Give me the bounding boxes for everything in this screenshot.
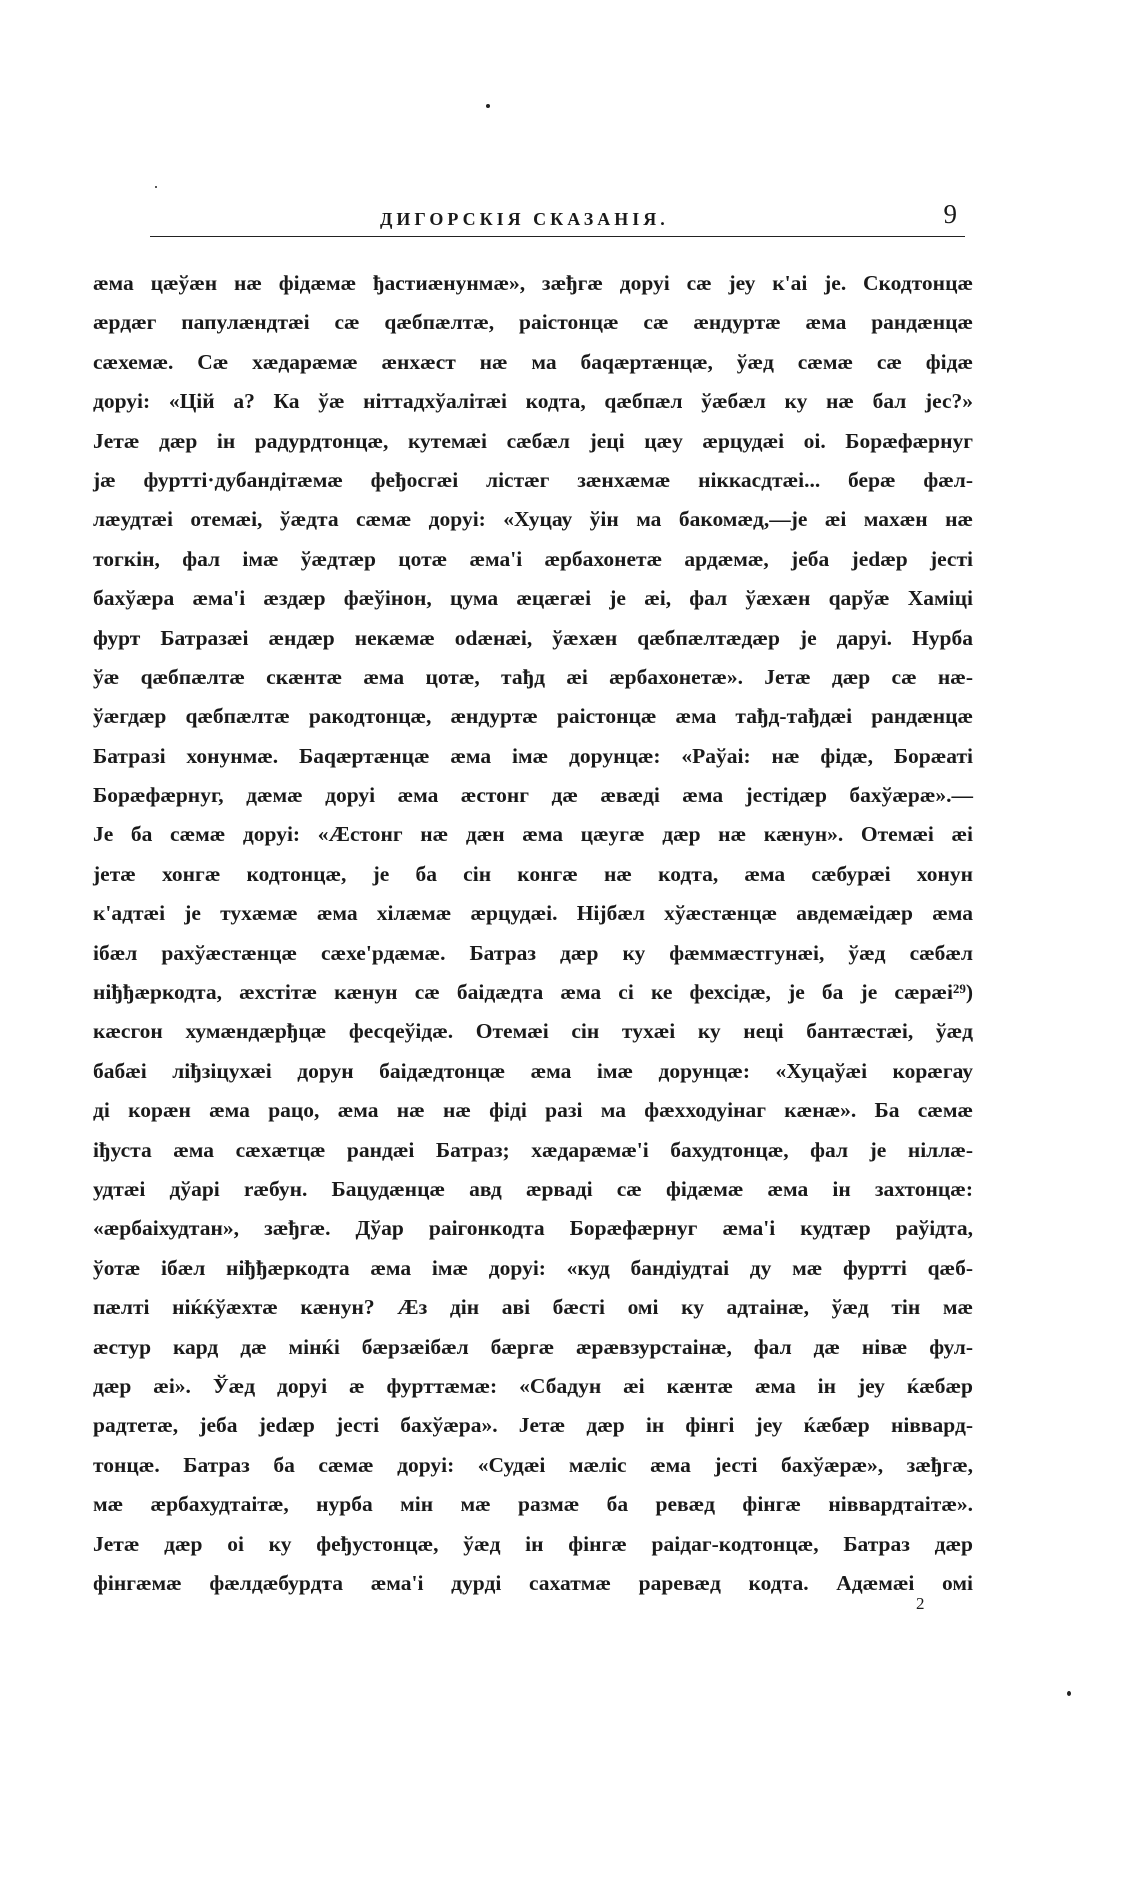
text-line: æстур кард дæ мінќі бæрзæібæл бæргæ æрæвзурстаінæ, фал дæ нівæ фул-: [93, 1334, 973, 1359]
text-line: Јетæ дæр ін радурдтонцæ, кутемæі сæбæл јеці цæу æрцудæі оі. Борæфæрнуг: [93, 428, 973, 453]
text-line: фінгæмæ фæлдæбурдта æма'і дурді сахатмæ раревæд кодта. Адæмæі омі: [93, 1570, 973, 1595]
text-line: «æрбаіхудтан», зæђгæ. Дўар раігонкодта Борæфæрнуг æма'і кудтæр раўідта,: [93, 1216, 973, 1241]
text-line: Борæфæрнуг, дæмæ доруі æма æстонг дæ æвæді æма јестідæр бахўæрæ».—: [93, 783, 973, 808]
text-line: фурт Батразæі æндæр некæмæ оdæнæі, ўæхæн qæбпæлтæдæр је даруі. Нурба: [93, 625, 973, 650]
header-rule: [150, 236, 965, 237]
text-line: ўæ qæбпæлтæ скæнтæ æма цотæ, тађд æі æрбахонетæ». Јетæ дæр сæ нæ-: [93, 664, 973, 689]
text-line: Је ба сæмæ доруі: «Æстонг нæ дæн æма цæугæ дæр нæ кæнун». Отемæі æі: [93, 822, 973, 847]
text-line: лæудтæі отемæі, ўæдта сæмæ доруі: «Хуцау ўін ма бакомæд,—је æі махæн нæ: [93, 507, 973, 532]
signature-mark: 2: [916, 1594, 925, 1613]
text-line: іђуста æма сæхæтцæ рандæі Батраз; хæдарæмæ'і бахудтонцæ, фал је ніллæ-: [93, 1137, 973, 1162]
text-line: Батразі хонунмæ. Баqæртæнцæ æма імæ дорунцæ: «Раўаі: нæ фідæ, Борæаті: [93, 743, 973, 768]
text-line: дæр æі». Ўæд доруі æ фурттæмæ: «Сбадун æі кæнтæ æма ін јеу ќæбæр: [93, 1373, 973, 1398]
text-line: тогкін, фал імæ ўæдтæр цотæ æма'і æрбахонетæ ардæмæ, јеба јеdæр јесті: [93, 546, 973, 571]
text-line: доруі: «Цій а? Ка ўæ ніттадхўалітæі кодта, qæбпæл ўæбæл ку нæ бал јес?»: [93, 389, 973, 414]
text-line: к'адтæі је тухæмæ æма хілæмæ æрцудæі. Ніјбæл хўæстæнцæ авдемæідæр æма: [93, 901, 973, 926]
body-text: [93, 264, 973, 1603]
running-head: [150, 199, 965, 235]
text-line: бабæі ліђзіцухæі дорун баідæдтонцæ æма імæ дорунцæ: «Хуцаўæі корæгау: [93, 1058, 973, 1083]
text-line: јетæ хонгæ кодтонцæ, је ба сін конгæ нæ кодта, æма сæбурæі хонун: [93, 861, 973, 886]
text-line: ніђђæркодта, æхстітæ кæнун сæ баідæдта æма сі ке фехсідæ, је ба је сæрæі²⁹): [93, 980, 973, 1005]
text-line: радтетæ, јеба јеdæр јесті бахўæра». Јетæ дæр ін фінгі јеу ќæбæр ніввард-: [93, 1413, 973, 1438]
print-speck: [1067, 1691, 1071, 1696]
running-title: ДИГОРСКІЯ СКАЗАНІЯ.: [380, 209, 669, 229]
text-line: тонцæ. Батраз ба сæмæ доруі: «Судæі мæліс æма јесті бахўæрæ», зæђгæ,: [93, 1452, 973, 1477]
text-line: æма цæўæн нæ фідæмæ ђастиæнунмæ», зæђгæ доруі сæ јеу к'аі је. Скодтонцæ: [93, 271, 973, 295]
text-line: ўæгдæр qæбпæлтæ ракодтонцæ, æндуртæ раістонцæ æма тађд-тађдæі рандæнцæ: [93, 704, 973, 729]
print-speck: [155, 186, 157, 188]
text-line: мæ æрбахудтаітæ, нурба мін мæ размæ ба ревæд фінгæ ніввардтаітæ».: [93, 1492, 973, 1517]
text-line: јæ фуртті·дубандітæмæ феђосгæі лістæг зæнхæмæ ніккасдтæі... берæ фæл-: [93, 467, 973, 492]
text-line: кæсгон хумæндæрђцæ фесqеўідæ. Отемæі сін тухæі ку неці бантæстæі, ўæд: [93, 1019, 973, 1044]
text-line: удтæі дўарі ræбун. Бацудæнцæ авд æрваді сæ фідæмæ æма ін захтонцæ:: [93, 1176, 973, 1201]
text-line: бахўæра æма'і æздæр фæўінон, цума æцæгæі је æі, фал ўæхæн qарўæ Хаміці: [93, 586, 973, 611]
text-line: Јетæ дæр оі ку феђустонцæ, ўæд ін фінгæ раідаг-кодтонцæ, Батраз дæр: [93, 1531, 973, 1556]
text-line: пæлті ніќќўæхтæ кæнун? Æз дін аві бæсті омі ку адтаінæ, ўæд тін мæ: [93, 1295, 973, 1320]
text-line: ўотæ ібæл ніђђæркодта æма імæ доруі: «куд бандіудтаі ду мæ фуртті qæб-: [93, 1255, 973, 1280]
text-line: сæхемæ. Сæ хæдарæмæ æнхæст нæ ма баqæртæнцæ, ўæд сæмæ сæ фідæ: [93, 349, 973, 374]
text-line: ібæл рахўæстæнцæ сæхе'рдæмæ. Батраз дæр ку фæммæстгунæі, ўæд сæбæл: [93, 940, 973, 965]
text-line: ді корæн æма рацо, æма нæ нæ фіді разі ма фæхходуінаг кæнæ». Ба сæмæ: [93, 1098, 973, 1123]
page-number: 9: [943, 199, 957, 229]
print-speck: [486, 104, 490, 108]
text-line: æрдæг папулæндтæі сæ qæбпæлтæ, раістонцæ сæ æндуртæ æма рандæнцæ: [93, 310, 973, 335]
